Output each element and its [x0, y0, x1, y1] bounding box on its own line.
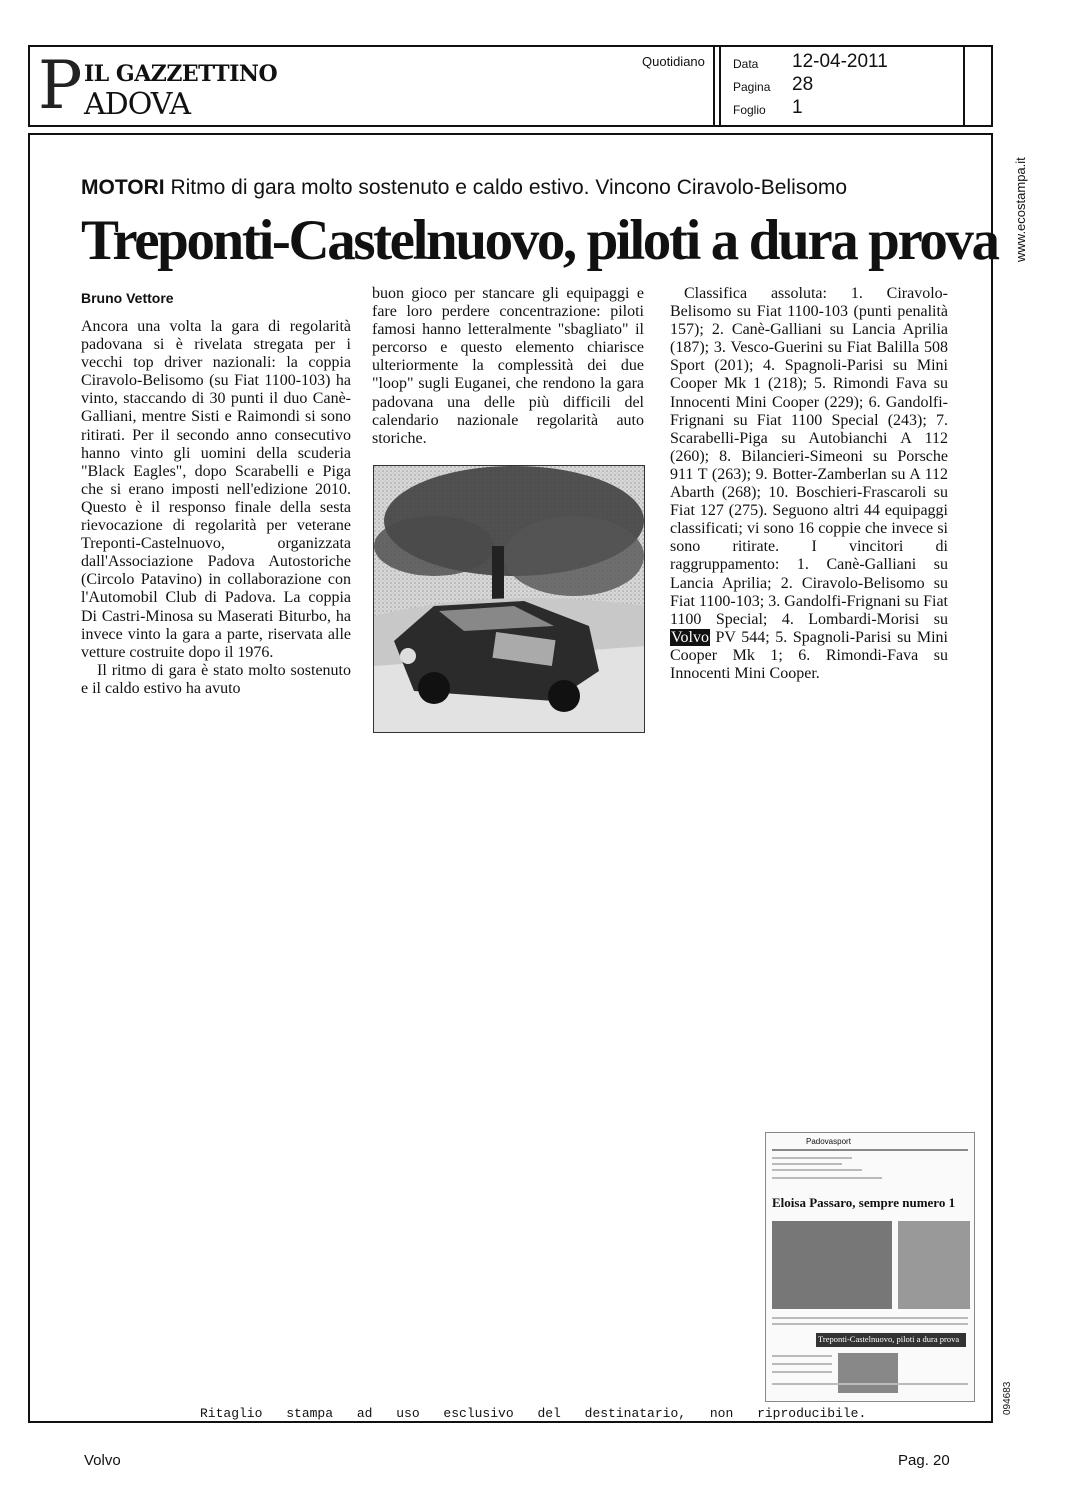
newspaper-header	[28, 45, 993, 127]
divider	[719, 45, 721, 127]
clipping-code	[1002, 1365, 1016, 1415]
divider	[772, 1169, 862, 1171]
source-url-text: www.ecostampa.it	[1013, 157, 1028, 262]
page-thumbnail	[765, 1132, 975, 1402]
results-paragraph	[670, 285, 948, 683]
divider	[772, 1363, 832, 1365]
thumbnail-section: Padovasport	[806, 1137, 851, 1146]
meta-sheet-value: 1	[792, 97, 803, 118]
article-headline: Treponti-Castelnuovo, piloti a dura prova	[81, 209, 998, 272]
section-label: MOTORI	[81, 176, 165, 199]
paragraph: buon gioco per stancare gli equipaggi e fare loro perdere concentrazione: piloti famosi hanno letteralmente "sbagliato" il percorso e questo elemento chiarisce ulteriormente la complessità dei due "loop" sugli Euganei, che rendono la gara padovana una delle più difficili del calendario nazionale regolarità auto storiche.	[372, 285, 644, 447]
divider	[772, 1383, 968, 1385]
divider	[772, 1317, 968, 1319]
article-kicker	[81, 176, 847, 200]
rally-car-photo	[374, 466, 645, 733]
logo-title: IL GAZZETTINO	[84, 61, 278, 87]
page-number: Pag. 20	[898, 1452, 950, 1469]
thumbnail-photo	[838, 1353, 898, 1393]
thumbnail-headline: Eloisa Passaro, sempre numero 1	[772, 1195, 956, 1210]
divider	[772, 1355, 832, 1357]
divider	[772, 1323, 968, 1325]
divider	[963, 45, 965, 127]
source-url	[1013, 152, 1027, 262]
logo-city: ADOVA	[84, 87, 191, 122]
divider	[713, 45, 715, 127]
clipping-code-text: 094683	[1002, 1381, 1013, 1415]
results-text: Classifica assoluta: 1. Ciravolo-Belisomo su Fiat 1100-103 (punti penalità 157); 2. Canè-Galliani su Lancia Aprilia (187); 3. Vesco-Guerini su Fiat Balilla 508 Sport (201); 4. Spagnoli-Parisi su Mini Cooper Mk 1 (218); 5. Rimondi Fava su Innocenti Mini Cooper (229); 6. Gandolfi-Frignani su Fiat 1100 Special (243); 7. Scarabelli-Piga su Autobianchi A 112 (260); 8. Bilancieri-Simeoni su Porsche 911 T (263); 9. Botter-Zamberlan su A 112 Abarth (268); 10. Boschieri-Frascaroli su Fiat 127 (275). Seguono altri 44 equipaggi classificati; vi sono 16 coppie che invece si sono ritirate. I vincitori di raggruppamento: 1. Canè-Galliani su Lancia Aprilia; 2. Ciravolo-Belisomo su Fiat 1100-103; 3. Gandolfi-Frignani su Fiat 1100 Special; 4. Lombardi-Morisi su	[670, 285, 948, 628]
byline: Bruno Vettore	[81, 290, 174, 306]
thumbnail-article-title: Treponti-Castelnuovo, piloti a dura prova	[818, 1334, 960, 1344]
divider	[772, 1371, 832, 1373]
divider	[772, 1163, 842, 1165]
logo-initial: P	[38, 47, 83, 124]
meta-sheet-label: Foglio	[733, 103, 766, 117]
article-photo	[373, 465, 645, 733]
meta-date-value: 12-04-2011	[792, 51, 888, 72]
article-column-3	[670, 285, 948, 683]
results-text-end: PV 544; 5. Spagnoli-Parisi su Mini Cooper Mk 1; 6. Rimondi-Fava su Innocenti Mini Cooper.	[670, 628, 948, 682]
highlighted-keyword: Volvo	[671, 628, 709, 646]
divider	[772, 1149, 968, 1151]
meta-page-label: Pagina	[733, 80, 771, 94]
article-column-2	[372, 285, 644, 448]
kicker-text: Ritmo di gara molto sostenuto e caldo estivo. Vincono Ciravolo-Belisomo	[170, 176, 848, 199]
thumbnail-photo	[772, 1221, 892, 1309]
meta-page-value: 28	[792, 74, 814, 95]
divider	[772, 1157, 852, 1159]
copyright-note: Ritaglio stampa ad uso esclusivo del destinatario, non riproducibile.	[200, 1406, 867, 1421]
meta-date-label: Data	[733, 57, 759, 71]
paragraph: Ancora una volta la gara di regolarità padovana si è rivelata stregata per i vecchi top driver nazionali: la coppia Ciravolo-Belisomo (su Fiat 1100-103) ha vinto, staccando di 30 punti il duo Canè-Galliani, mentre Sisti e Raimondi si sono ritirati. Per il secondo anno consecutivo hanno vinto gli uomini della scuderia "Black Eagles", dopo Scarabelli e Piga che si erano imposti nell'edizione 2010. Questo è il responso finale della sesta rievocazione di regolarità per veterane Treponti-Castelnuovo, organizzata dall'Associazione Padova Autostoriche (Circolo Patavino) in collaborazione con l'Automobil Club di Padova. La coppia Di Castri-Minosa su Maserati Biturbo, ha invece vinto la gara a parte, riservata alle vetture costruite dopo il 1976.	[81, 318, 351, 661]
thumbnail-photo	[898, 1221, 970, 1309]
keyword-label: Volvo	[84, 1452, 121, 1469]
article-column-1	[81, 318, 351, 698]
paragraph: Il ritmo di gara è stato molto sostenuto e il caldo estivo ha avuto	[81, 661, 351, 697]
publication-type: Quotidiano	[642, 54, 705, 69]
divider	[772, 1177, 882, 1179]
